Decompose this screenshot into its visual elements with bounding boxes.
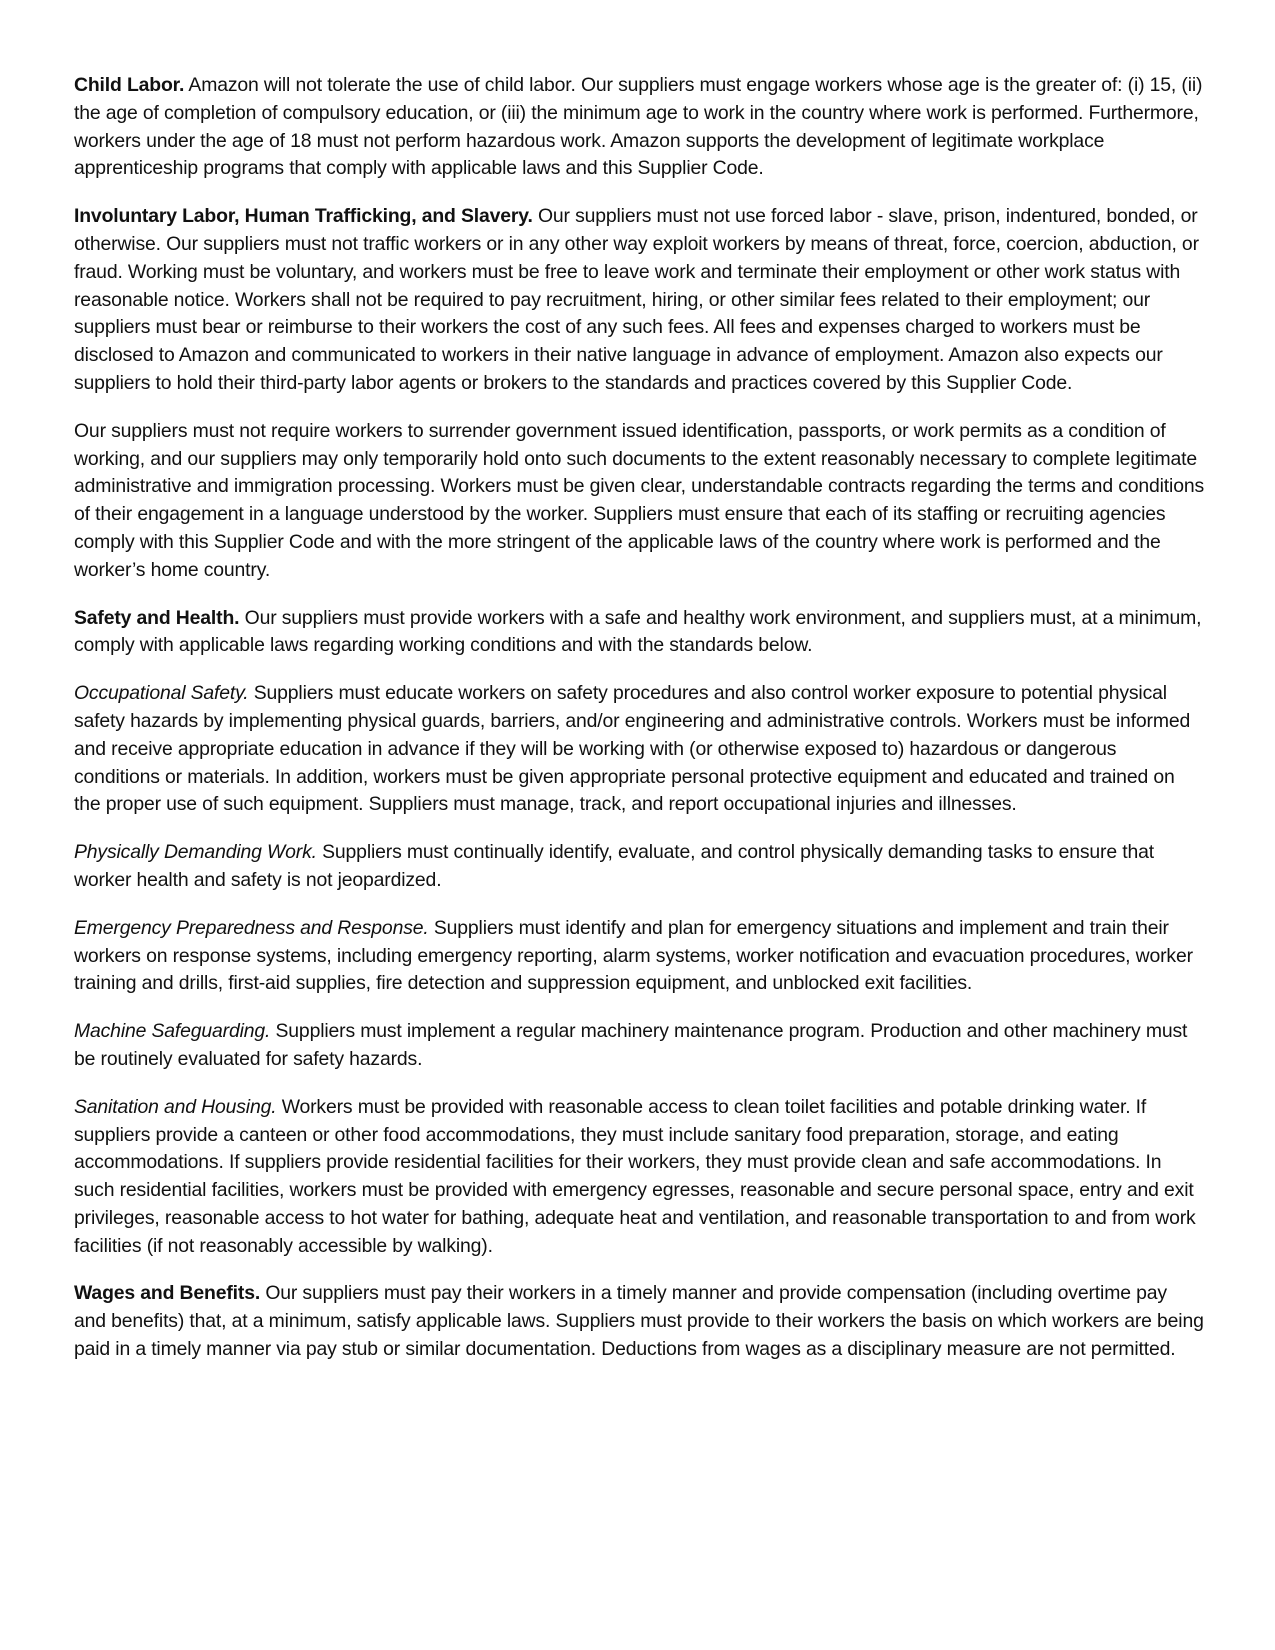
paragraph-body: Our suppliers must not require workers to surrender government issued identification, passports, or work permits as a condition of working, and our suppliers may only temporarily hold onto such documents to the extent reasonably necessary to complete legitimate administrative and immigration processing. Workers must be given clear, understandable contracts regarding the terms and conditions of their engagement in a language understood by the worker. Suppliers must ensure that each of its staffing or recruiting agencies comply with this Supplier Code and with the more stringent of the applicable laws of the country where work is performed and the worker’s home country. xyxy=(74,419,1205,581)
paragraph-occupational-safety xyxy=(74,680,1204,819)
subheading-sanitation-and-housing: Sanitation and Housing. xyxy=(74,1095,277,1118)
paragraph-body: Our suppliers must pay their workers in a timely manner and provide compensation (including overtime pay and benefits) that, at a minimum, satisfy applicable laws. Suppliers must provide to their workers the basis on which workers are being paid in a timely manner via pay stub or similar documentation. Deductions from wages as a disciplinary measure are not permitted. xyxy=(74,1282,1204,1361)
heading-safety-and-health: Safety and Health. xyxy=(74,606,240,629)
heading-involuntary-labor: Involuntary Labor, Human Trafficking, and Slavery. xyxy=(74,205,533,228)
paragraph-body: Amazon will not tolerate the use of child labor. Our suppliers must engage workers whose age is the greater of: (i) 15, (ii) the age of completion of compulsory education, or (iii) the minimum age to work in the country where work is performed. Furthermore, workers under the age of 18 must not perform hazardous work. Amazon supports the development of legitimate workplace apprenticeship programs that comply with applicable laws and this Supplier Code. xyxy=(74,74,1203,180)
paragraph-body: Suppliers must identify and plan for emergency situations and implement and train their workers on response systems, including emergency reporting, alarm systems, worker notification and evacuation procedures, worker training and drills, first-aid supplies, fire detection and suppression equipment, and unblocked exit facilities. xyxy=(74,916,1193,995)
document-page xyxy=(74,72,1204,1384)
paragraph-wages-and-benefits xyxy=(74,1280,1204,1363)
paragraph-machine-safeguarding xyxy=(74,1018,1204,1074)
paragraph-body: Suppliers must continually identify, evaluate, and control physically demanding tasks to ensure that worker health and safety is not jeopardized. xyxy=(74,841,1154,891)
paragraph-emergency-preparedness xyxy=(74,915,1204,998)
paragraph-sanitation-and-housing xyxy=(74,1094,1204,1261)
paragraph-identification-documents xyxy=(74,418,1204,585)
paragraph-body: Our suppliers must provide workers with a safe and healthy work environment, and suppliers must, at a minimum, comply with applicable laws regarding working conditions and with the standards below. xyxy=(74,606,1202,657)
paragraph-physically-demanding-work xyxy=(74,839,1204,895)
paragraph-body: Workers must be provided with reasonable access to clean toilet facilities and potable drinking water. If suppliers provide a canteen or other food accommodations, they must include sanitary food preparation, storage, and eating accommodations. If suppliers provide residential facilities for their workers, they must provide clean and safe accommodations. In such residential facilities, workers must be provided with emergency egresses, reasonable and secure personal space, entry and exit privileges, reasonable access to hot water for bathing, adequate heat and ventilation, and reasonable transportation to and from work facilities (if not reasonably accessible by walking). xyxy=(74,1095,1196,1257)
paragraph-child-labor xyxy=(74,72,1204,183)
subheading-emergency-preparedness: Emergency Preparedness and Response. xyxy=(74,916,429,939)
paragraph-body: Suppliers must educate workers on safety procedures and also control worker exposure to potential physical safety hazards by implementing physical guards, barriers, and/or engineering and administrative controls. Workers must be informed and receive appropriate education in advance if they will be working with (or otherwise exposed to) hazardous or dangerous conditions or materials. In addition, workers must be given appropriate personal protective equipment and educated and trained on the proper use of such equipment. Suppliers must manage, track, and report occupational injuries and illnesses. xyxy=(74,682,1191,816)
subheading-physically-demanding-work: Physically Demanding Work. xyxy=(74,841,317,864)
paragraph-safety-and-health xyxy=(74,605,1204,661)
heading-child-labor: Child Labor. xyxy=(74,74,185,96)
paragraph-involuntary-labor xyxy=(74,203,1204,398)
subheading-occupational-safety: Occupational Safety. xyxy=(74,682,249,705)
subheading-machine-safeguarding: Machine Safeguarding. xyxy=(74,1020,271,1043)
paragraph-body: Suppliers must implement a regular machinery maintenance program. Production and other machinery must be routinely evaluated for safety hazards. xyxy=(74,1020,1188,1070)
heading-wages-and-benefits: Wages and Benefits. xyxy=(74,1282,261,1305)
paragraph-body: Our suppliers must not use forced labor - slave, prison, indentured, bonded, or otherwise. Our suppliers must not traffic workers or in any other way exploit workers by means of threat, force, coercion, abduction, or fraud. Working must be voluntary, and workers must be free to leave work and terminate their employment or other work status with reasonable notice. Workers shall not be required to pay recruitment, hiring, or other similar fees related to their employment; our suppliers must bear or reimburse to their workers the cost of any such fees. All fees and expenses charged to workers must be disclosed to Amazon and communicated to workers in their native language in advance of employment. Amazon also expects our suppliers to hold their third-party labor agents or brokers to the standards and practices covered by this Supplier Code. xyxy=(74,205,1199,394)
